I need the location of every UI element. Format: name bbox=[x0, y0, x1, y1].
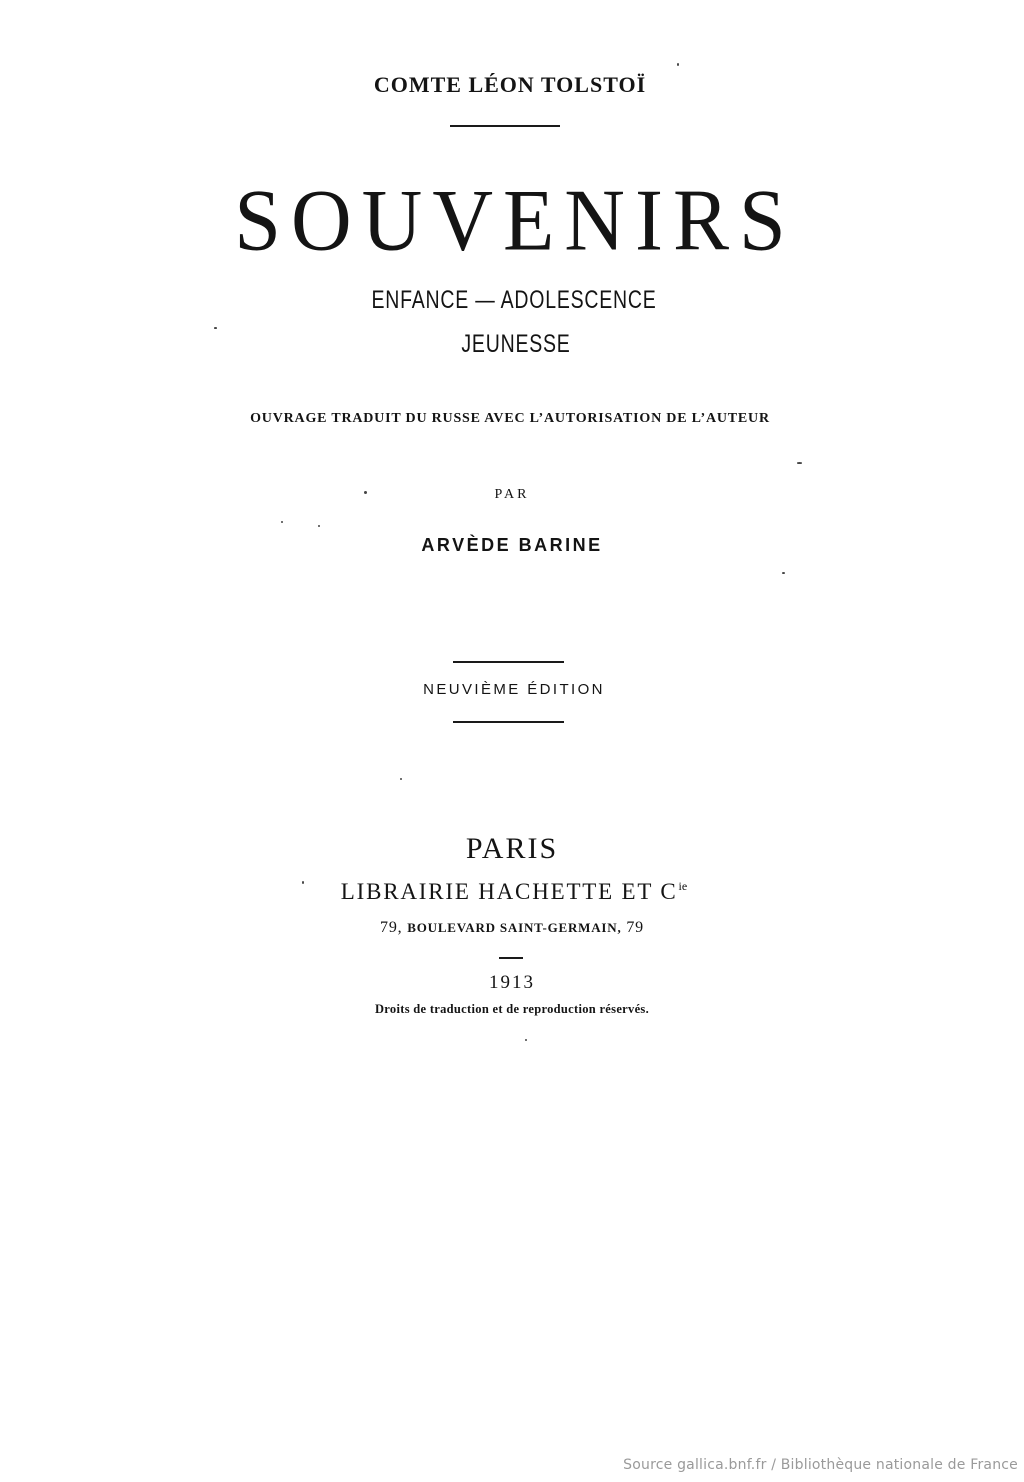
subtitle-line-1: ENFANCE — ADOLESCENCE bbox=[371, 286, 657, 314]
scan-speck bbox=[281, 521, 283, 523]
scan-speck bbox=[214, 327, 217, 329]
scan-speck bbox=[797, 462, 802, 464]
scan-speck bbox=[525, 1039, 527, 1041]
publisher-address bbox=[0, 919, 1024, 937]
address-number-left: 79, bbox=[380, 919, 403, 936]
publication-city: PARIS bbox=[465, 832, 559, 865]
scan-speck bbox=[302, 881, 304, 884]
scan-speck bbox=[364, 491, 367, 494]
by-label: PAR bbox=[494, 487, 530, 502]
edition-label: NEUVIÈME ÉDITION bbox=[423, 681, 605, 698]
publication-year: 1913 bbox=[489, 972, 535, 993]
translator-name: ARVÈDE BARINE bbox=[421, 535, 603, 555]
source-attribution: Source gallica.bnf.fr / Bibliothèque nationale de France bbox=[623, 1457, 1018, 1473]
author-name: COMTE LÉON TOLSTOÏ bbox=[373, 72, 647, 97]
address-street: BOULEVARD SAINT-GERMAIN, bbox=[407, 920, 622, 935]
rights-notice: Droits de traduction et de reproduction réservés. bbox=[374, 1002, 650, 1016]
divider-rule bbox=[499, 957, 523, 959]
scan-speck bbox=[318, 525, 320, 527]
scan-speck bbox=[400, 778, 402, 780]
translation-note: OUVRAGE TRADUIT DU RUSSE AVEC L’AUTORISATION DE L’AUTEUR bbox=[250, 411, 770, 426]
scan-speck bbox=[782, 572, 785, 574]
book-title: SOUVENIRS bbox=[234, 171, 796, 270]
address-number-right: 79 bbox=[626, 919, 644, 936]
divider-rule bbox=[450, 125, 560, 127]
divider-rule bbox=[453, 661, 564, 663]
publisher-name bbox=[2, 879, 1024, 905]
scan-speck bbox=[677, 63, 679, 66]
publisher-suffix: ie bbox=[678, 879, 688, 893]
divider-rule bbox=[453, 721, 564, 723]
publisher-name-text: LIBRAIRIE HACHETTE ET C bbox=[340, 879, 678, 904]
subtitle-line-2: JEUNESSE bbox=[461, 330, 571, 358]
